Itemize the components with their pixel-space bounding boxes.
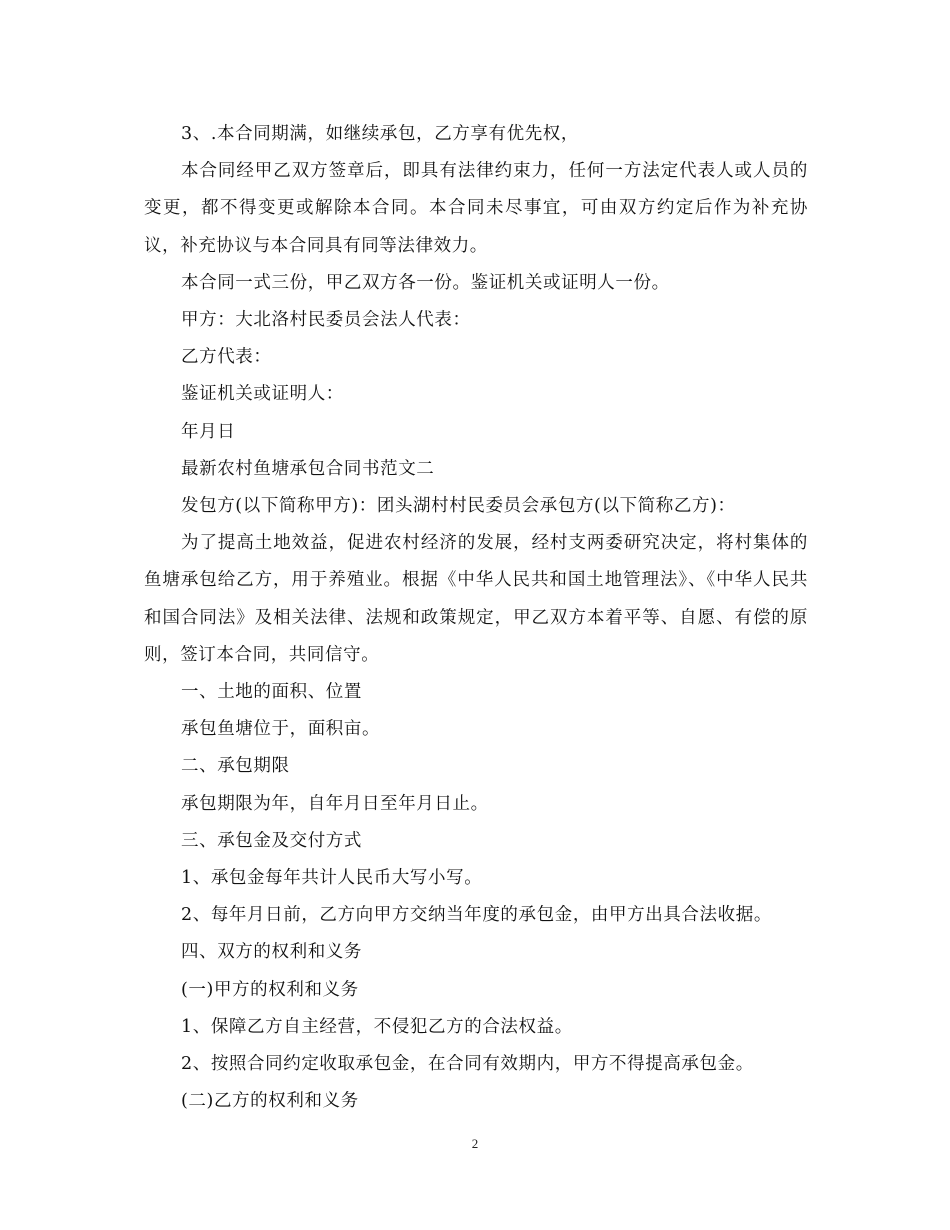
paragraph-party-a-right-2: 2、按照合同约定收取承包金，在合同有效期内，甲方不得提高承包金。 xyxy=(181,1054,754,1075)
signature-witness: 鉴证机关或证明人： xyxy=(181,384,344,405)
paragraph-copies: 本合同一式三份，甲乙双方各一份。鉴证机关或证明人一份。 xyxy=(181,272,670,293)
paragraph-parties: 发包方(以下简称甲方)：团头湖村村民委员会承包方(以下简称乙方)： xyxy=(181,496,736,517)
heading-rights-obligations: 四、双方的权利和义务 xyxy=(181,942,362,963)
paragraph-term-dates: 承包期限为年，自年月日至年月日止。 xyxy=(181,793,489,814)
heading-land-area: 一、土地的面积、位置 xyxy=(181,682,362,703)
paragraph-pond-location: 承包鱼塘位于，面积亩。 xyxy=(181,719,381,740)
paragraph-payment-schedule: 2、每年月日前，乙方向甲方交纳当年度的承包金，由甲方出具合法收据。 xyxy=(181,905,772,926)
paragraph-party-a-right-1: 1、保障乙方自主经营，不侵犯乙方的合法权益。 xyxy=(181,1016,573,1037)
subheading-party-b-rights: (二)乙方的权利和义务 xyxy=(181,1091,359,1112)
heading-contract-term: 二、承包期限 xyxy=(181,756,290,777)
signature-party-a: 甲方：大北洛村民委员会法人代表： xyxy=(181,310,471,331)
paragraph-payment-amount: 1、承包金每年共计人民币大写小写。 xyxy=(181,868,483,889)
paragraph-preamble: 为了提高土地效益，促进农村经济的发展，经村支两委研究决定，将村集体的鱼塘承包给乙方，用于养殖业。根据《中华人民共和国土地管理法》、《中华人民共和国合同法》及相关法律、法规和政策规定，甲乙双方本着平等、自愿、有偿的原则，签订本合同，共同信守。 xyxy=(144,533,808,665)
subheading-party-a-rights: (一)甲方的权利和义务 xyxy=(181,979,359,1000)
page-number: 2 xyxy=(471,1136,479,1151)
heading-payment: 三、承包金及交付方式 xyxy=(181,830,362,851)
paragraph-renewal-priority: 3、.本合同期满，如继续承包，乙方享有优先权， xyxy=(181,124,579,144)
signature-date: 年月日 xyxy=(181,421,236,442)
signature-party-b: 乙方代表： xyxy=(181,347,272,368)
section-title-template-two: 最新农村鱼塘承包合同书范文二 xyxy=(181,458,435,479)
document-body xyxy=(144,116,808,1120)
paragraph-legal-effect: 本合同经甲乙双方签章后，即具有法律约束力，任何一方法定代表人或人员的变更，都不得变更或解除本合同。本合同未尽事宜，可由双方约定后作为补充协议，补充协议与本合同具有同等法律效力。 xyxy=(144,161,808,256)
